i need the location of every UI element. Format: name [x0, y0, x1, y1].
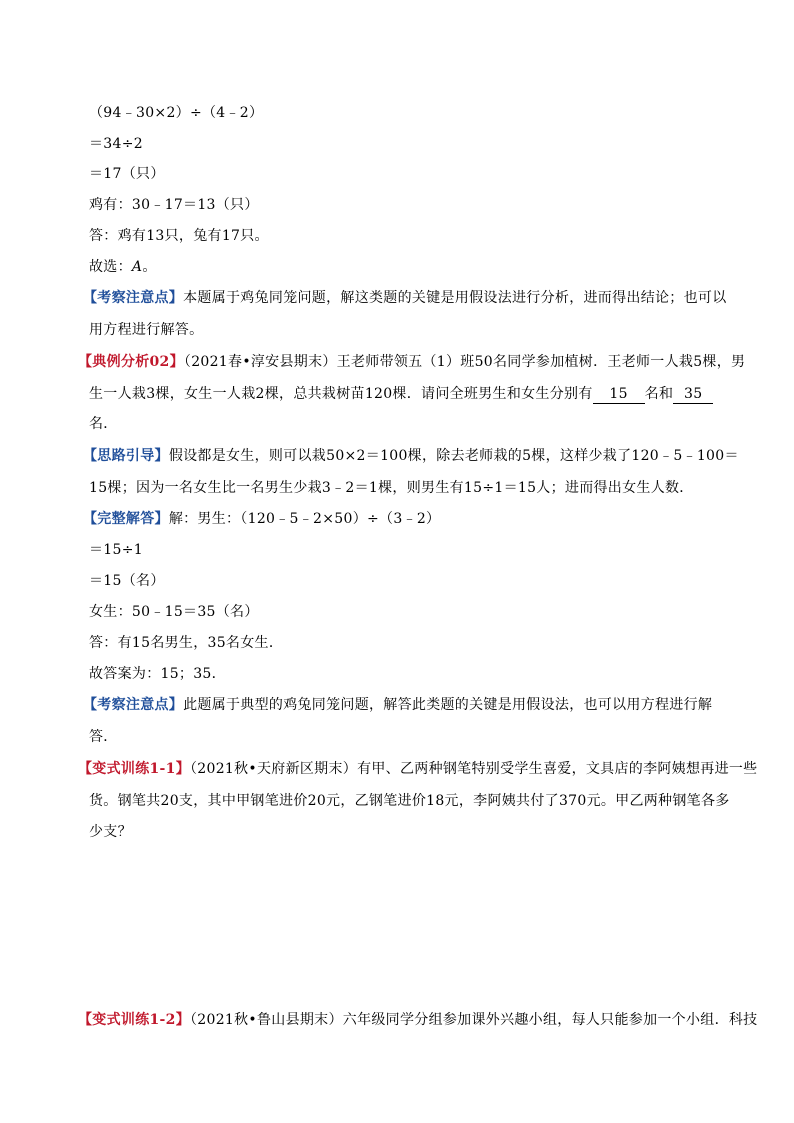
example02-between: 名和	[644, 386, 674, 402]
hint-tag: 【思路引导】	[83, 448, 169, 464]
example02-hint-line2: 15棵；因为一名女生比一名男生少栽3﹣2＝1棵，则男生有15÷1＝15人；进而得出女生人数．	[89, 480, 694, 496]
example02-text: （2021春•淳安县期末）王老师带领五（1）班50名同学参加植树．王老师一人栽5棵，男	[183, 354, 746, 370]
example02-line2-text: 生一人栽3棵，女生一人栽2棵，总共栽树苗120棵．请问全班男生和女生分别有	[89, 386, 593, 402]
example02-heading	[78, 352, 745, 372]
example02-line3: 名．	[89, 416, 118, 432]
solution1-line3: ＝17（只）	[89, 166, 165, 182]
solution1-choice	[89, 257, 157, 277]
solution1-note-line2: 用方程进行解答。	[89, 322, 204, 338]
hint-text: 假设都是女生，则可以栽50×2＝100棵，除去老师栽的5棵，这样少栽了120﹣5﹣100＝	[168, 448, 739, 464]
note-tag: 【考察注意点】	[83, 290, 184, 306]
solve-line5: 答：有15名男生，35名女生．	[89, 635, 284, 651]
solve-text: 解：男生：（120﹣5﹣2×50）÷（3﹣2）	[168, 511, 441, 527]
variant11-tag: 【变式训练1-1】	[78, 761, 190, 777]
example02-hint	[83, 446, 739, 466]
choice-prefix: 故选：	[89, 259, 132, 275]
solve-line4: 女生：50﹣15＝35（名）	[89, 604, 259, 620]
variant11-line2: 货。钢笔共20支，其中甲钢笔进价20元，乙钢笔进价18元，李阿姨共付了370元。甲乙两种钢笔各多	[89, 793, 730, 809]
example02-note-line2: 答．	[89, 729, 118, 745]
variant11-heading	[78, 759, 757, 779]
solution1-line2: ＝34÷2	[89, 136, 143, 152]
note2-tag: 【考察注意点】	[83, 697, 184, 713]
variant12-tag: 【变式训练1-2】	[78, 1012, 190, 1028]
solve-line3: ＝15（名）	[89, 573, 165, 589]
example02-tag: 【典例分析02】	[78, 354, 184, 370]
variant11-line3: 少支？	[89, 824, 132, 840]
solution1-line1: （94﹣30×2）÷（4﹣2）	[89, 105, 264, 121]
example02-solve	[83, 509, 440, 529]
variant11-text: （2021秋•天府新区期末）有甲、乙两种钢笔特别受学生喜爱，文具店的李阿姨想再进一些	[190, 761, 758, 777]
note-text: 本题属于鸡兔同笼问题，解这类题的关键是用假设法进行分析，进而得出结论；也可以	[183, 290, 727, 306]
solution1-line4: 鸡有：30﹣17＝13（只）	[89, 197, 259, 213]
choice-suffix: 。	[142, 259, 157, 275]
answer-blank-2: 35	[673, 385, 713, 404]
example02-line2	[89, 384, 713, 404]
solve-line6: 故答案为：15；35．	[89, 666, 226, 682]
variant12-heading	[78, 1010, 757, 1030]
solution1-note	[83, 288, 727, 308]
solve-line2: ＝15÷1	[89, 542, 143, 558]
answer-blank-1: 15	[593, 385, 645, 404]
note2-text: 此题属于典型的鸡兔同笼问题，解答此类题的关键是用假设法，也可以用方程进行解	[183, 697, 713, 713]
example02-note	[83, 695, 712, 715]
solve-tag: 【完整解答】	[83, 511, 169, 527]
choice-value: A	[131, 259, 143, 275]
solution1-line5: 答：鸡有13只，兔有17只。	[89, 228, 269, 244]
variant12-text: （2021秋•鲁山县期末）六年级同学分组参加课外兴趣小组，每人只能参加一个小组．科技	[190, 1012, 758, 1028]
